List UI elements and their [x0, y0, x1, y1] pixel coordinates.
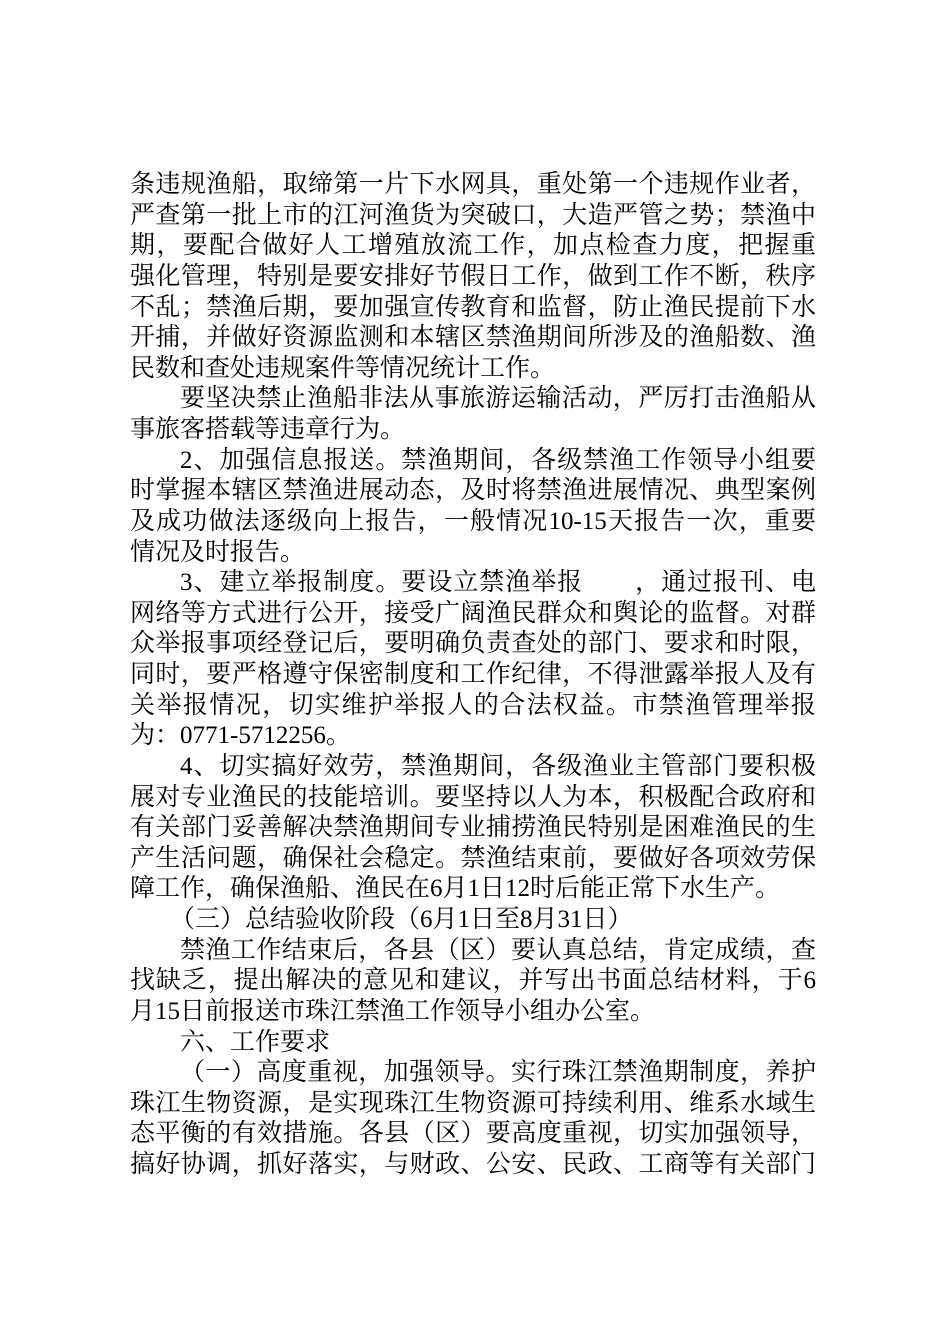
text-line: 同时，要严格遵守保密制度和工作纪律，不得泄露举报人及有 [130, 661, 816, 688]
text-line: 事旅客搭载等违章行为。 [130, 416, 406, 443]
text-line: 态平衡的有效措施。各县（区）要高度重视，切实加强领导， [130, 1120, 816, 1148]
text-line: 开捕，并做好资源监测和本辖区禁渔期间所涉及的渔船数、渔 [130, 324, 816, 352]
text-line: 为：0771-5712256。 [130, 722, 351, 750]
text-line: 及成功做法逐级向上报告，一般情况10-15天报告一次，重要 [130, 507, 816, 535]
text-line: 众举报事项经登记后，要明确负责查处的部门、要求和时限， [130, 630, 816, 658]
text-line: 情况及时报告。 [130, 538, 306, 566]
paragraph-start-line: 2、加强信息报送。禁渔期间，各级禁渔工作领导小组要 [180, 446, 816, 474]
text-line: 不乱；禁渔后期，要加强宣传教育和监督，防止渔民提前下水 [130, 293, 816, 321]
text-line: 产生活问题，确保社会稳定。禁渔结束前，要做好各项效劳保 [130, 844, 816, 872]
text-line: 网络等方式进行公开，接受广阔渔民群众和舆论的监督。对群 [130, 599, 816, 627]
text-line: 搞好协调，抓好落实，与财政、公安、民政、工商等有关部门 [130, 1151, 816, 1178]
text-line: 严查第一批上市的江河渔货为突破口，大造严管之势；禁渔中 [130, 201, 816, 229]
paragraph-start-line: 禁渔工作结束后，各县（区）要认真总结，肯定成绩，查 [180, 936, 816, 964]
text-line: 关举报情况，切实维护举报人的合法权益。市禁渔管理举报 [130, 691, 816, 719]
text-line: 强化管理，特别是要安排好节假日工作，做到工作不断，秩序 [130, 262, 816, 290]
paragraph-start-line: 要坚决禁止渔船非法从事旅游运输活动，严厉打击渔船从 [180, 385, 816, 413]
text-line: 找缺乏，提出解决的意见和建议，并写出书面总结材料，于6 [130, 967, 816, 995]
text-line: 展对专业渔民的技能培训。要坚持以人为本，积极配合政府和 [130, 783, 816, 811]
text-line: 期，要配合做好人工增殖放流工作，加点检查力度，把握重 [130, 232, 816, 260]
text-line: 有关部门妥善解决禁渔期间专业捕捞渔民特别是困难渔民的生 [130, 814, 816, 842]
text-line: 时掌握本辖区禁渔进展动态，及时将禁渔进展情况、典型案例 [130, 477, 816, 505]
text-line: 障工作，确保渔船、渔民在6月1日12时后能正常下水生产。 [130, 875, 781, 903]
section-heading: （三）总结验收阶段（6月1日至8月31日） [170, 906, 633, 933]
text-line: 条违规渔船，取缔第一片下水网具，重处第一个违规作业者， [130, 171, 816, 198]
text-line: 珠江生物资源，是实现珠江生物资源可持续利用、维系水域生 [130, 1089, 816, 1117]
text-line: 月15日前报送市珠江禁渔工作领导小组办公室。 [130, 997, 656, 1025]
body-text [130, 170, 816, 1181]
paragraph-start-line: （一）高度重视，加强领导。实行珠江禁渔期制度，养护 [180, 1059, 816, 1087]
text-line: 民数和查处违规案件等情况统计工作。 [130, 354, 556, 382]
paragraph-start-line: 4、切实搞好效劳，禁渔期间，各级渔业主管部门要积极 [180, 752, 816, 780]
paragraph-start-line: 3、建立举报制度。要设立禁渔举报 ，通过报刊、电 [180, 569, 816, 597]
section-heading: 六、工作要求 [180, 1028, 331, 1056]
